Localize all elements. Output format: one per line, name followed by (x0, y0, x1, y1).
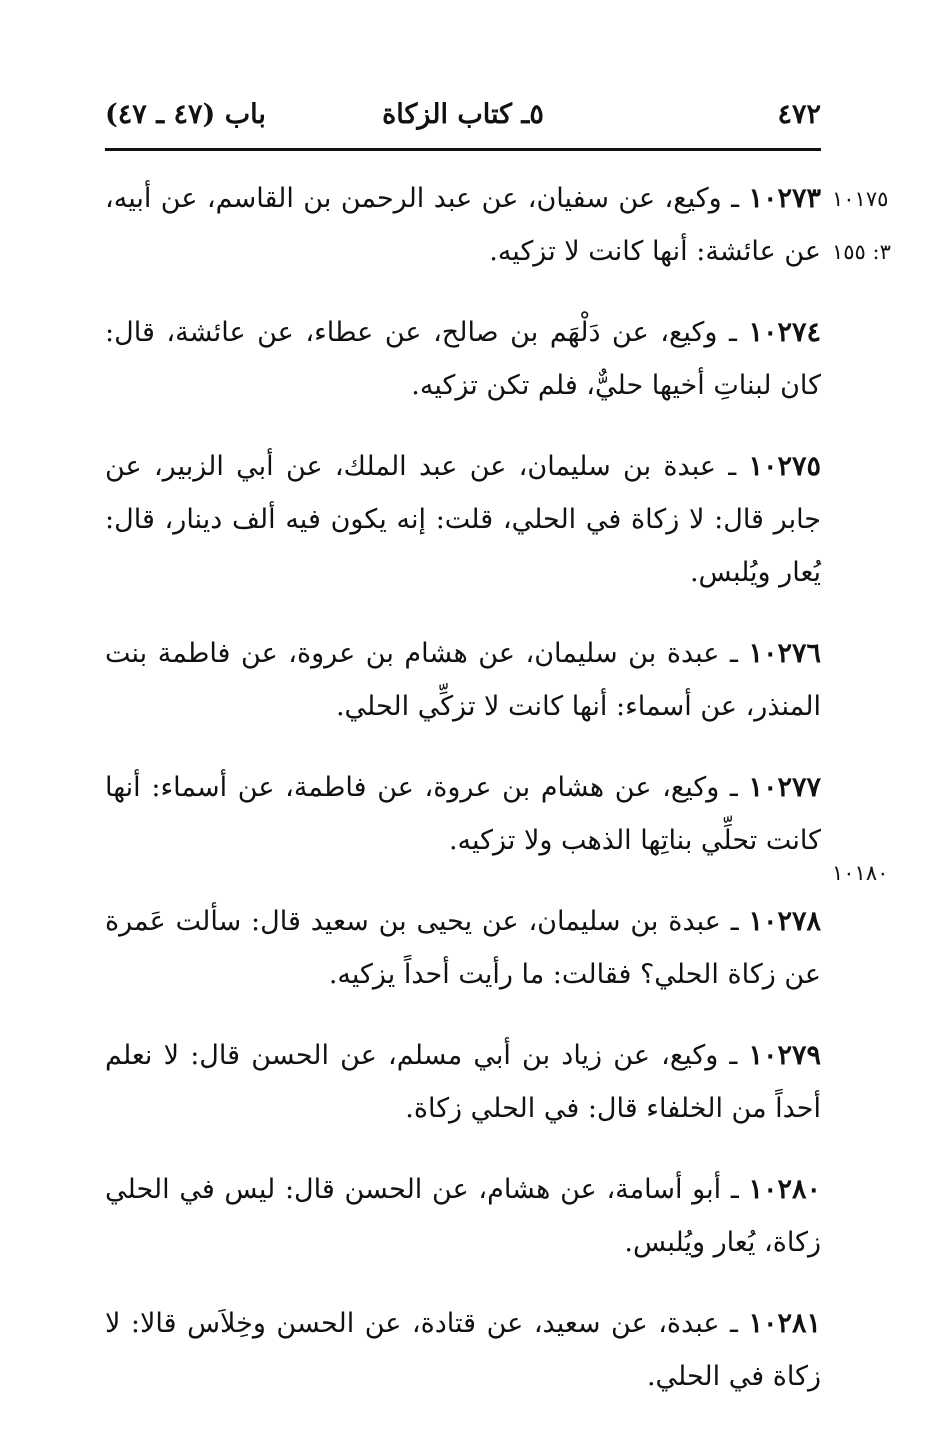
hadith-text: ـ وكيع، عن هشام بن عروة، عن فاطمة، عن أسماء: أنها كانت تحلِّي بناتِها الذهب ولا تزكيه. (105, 772, 821, 856)
hadith-entry (105, 1297, 821, 1403)
hadith-number: ١٠٢٧٥ (748, 451, 821, 482)
hadith-entry (105, 895, 821, 1001)
margin-ref-10180: ١٠١٨٠ (832, 861, 889, 885)
hadith-entry (105, 440, 821, 599)
hadith-number: ١٠٢٧٨ (748, 906, 821, 937)
chapter-title: باب (٤٧ ـ ٤٧) (105, 99, 266, 130)
hadith-number: ١٠٢٧٩ (748, 1040, 821, 1071)
hadith-text: ـ وكيع، عن دَلْهَم بن صالح، عن عطاء، عن عائشة، قال: كان لبناتِ أخيها حليٌّ، فلم تكن تزكيه. (105, 317, 821, 401)
hadith-number: ١٠٢٨٠ (748, 1174, 821, 1205)
hadith-text: ـ وكيع، عن سفيان، عن عبد الرحمن بن القاسم، عن أبيه، عن عائشة: أنها كانت لا تزكيه. (105, 183, 821, 267)
margin-ref-10175: ١٠١٧٥ (832, 187, 889, 211)
hadith-entry (105, 627, 821, 733)
hadith-text: ـ عبدة بن سليمان، عن عبد الملك، عن أبي الزبير، عن جابر قال: لا زكاة في الحلي، قلت: إنه يكون فيه ألف دينار، قال: يُعار ويُلبس. (105, 451, 821, 588)
hadith-entry (105, 1029, 821, 1135)
page-header (105, 92, 821, 140)
hadith-text: ـ عبدة بن سليمان، عن يحيى بن سعيد قال: سألت عَمرة عن زكاة الحلي؟ فقالت: ما رأيت أحداً يزكيه. (105, 906, 821, 990)
hadith-number: ١٠٢٧٣ (748, 183, 821, 214)
page-number: ٤٧٢ (777, 99, 821, 130)
hadith-entry (105, 1163, 821, 1269)
hadith-text: ـ عبدة، عن سعيد، عن قتادة، عن الحسن وخِلاَس قالا: لا زكاة في الحلي. (105, 1308, 821, 1392)
margin-ref-volume-page: ٣: ١٥٥ (832, 240, 891, 264)
hadith-number: ١٠٢٧٦ (748, 638, 821, 669)
hadith-text: ـ عبدة بن سليمان، عن هشام بن عروة، عن فاطمة بنت المنذر، عن أسماء: أنها كانت لا تزكِّي الحلي. (105, 638, 821, 722)
header-rule (105, 148, 821, 151)
hadith-number: ١٠٢٨١ (748, 1308, 821, 1339)
book-title: ٥ـ كتاب الزكاة (382, 99, 544, 130)
hadith-entry (105, 306, 821, 412)
page-content (105, 172, 821, 1431)
hadith-number: ١٠٢٧٤ (748, 317, 821, 348)
hadith-entry (105, 761, 821, 867)
hadith-entry (105, 172, 821, 278)
hadith-number: ١٠٢٧٧ (748, 772, 821, 803)
hadith-text: ـ أبو أسامة، عن هشام، عن الحسن قال: ليس في الحلي زكاة، يُعار ويُلبس. (105, 1174, 821, 1258)
hadith-text: ـ وكيع، عن زياد بن أبي مسلم، عن الحسن قال: لا نعلم أحداً من الخلفاء قال: في الحلي زكاة. (105, 1040, 821, 1124)
